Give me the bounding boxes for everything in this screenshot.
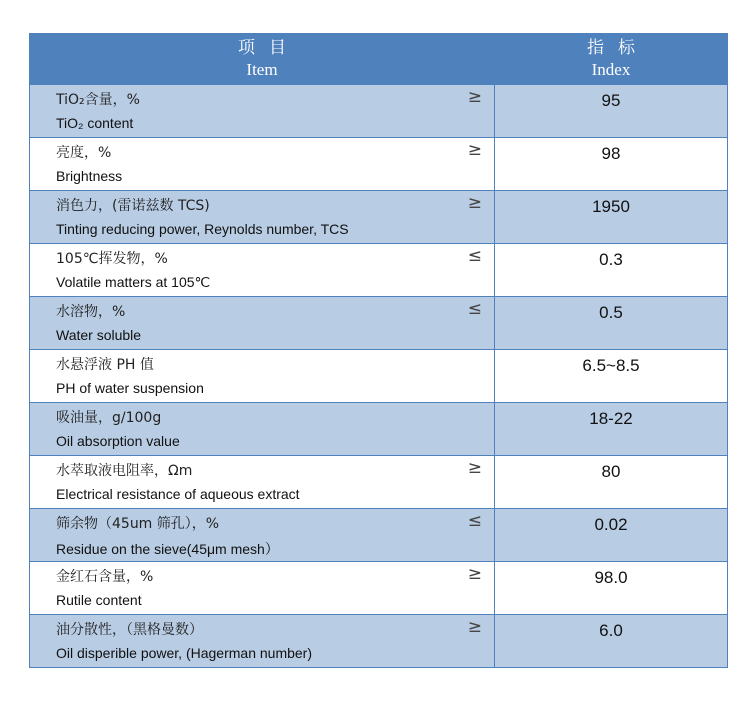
item-header-cn: 项目 — [238, 38, 300, 58]
item-label-en: Water soluble — [56, 327, 142, 343]
item-label-en: Rutile content — [56, 592, 142, 608]
index-value: 80 — [495, 456, 728, 509]
comparison-sign: ≤ — [467, 511, 482, 531]
spec-table — [29, 33, 728, 668]
item-header-en: Item — [246, 60, 278, 79]
table-row — [30, 138, 728, 191]
item-label-cn: 消色力，(雷诺兹数 TCS) — [56, 198, 210, 214]
comparison-sign: ≥ — [467, 458, 482, 478]
table-row — [30, 509, 728, 562]
index-value: 1950 — [495, 191, 728, 244]
item-label-en: Electrical resistance of aqueous extract — [56, 486, 300, 502]
comparison-sign: ≤ — [467, 246, 482, 266]
item-label-cn: 油分散性，（黑格曼数） — [56, 622, 203, 638]
item-header — [30, 34, 495, 85]
item-cell — [30, 403, 495, 456]
index-value: 0.5 — [495, 297, 728, 350]
item-cell — [30, 297, 495, 350]
item-cell — [30, 350, 495, 403]
index-value: 0.3 — [495, 244, 728, 297]
item-cell — [30, 509, 495, 562]
item-label-en: Residue on the sieve(45μm mesh） — [56, 541, 279, 557]
table-row — [30, 456, 728, 509]
item-label-cn: TiO₂含量，% — [56, 92, 140, 108]
index-value: 95 — [495, 85, 728, 138]
table-row — [30, 297, 728, 350]
table-row — [30, 191, 728, 244]
item-label-cn: 水萃取液电阻率，Ωm — [56, 463, 193, 479]
index-value: 98 — [495, 138, 728, 191]
item-cell — [30, 191, 495, 244]
item-cell — [30, 562, 495, 615]
table-row — [30, 403, 728, 456]
comparison-sign: ≥ — [467, 564, 482, 584]
index-header-cn: 指标 — [587, 38, 649, 58]
item-label-cn: 亮度，% — [56, 145, 112, 161]
item-label-cn: 水悬浮液 PH 值 — [56, 357, 154, 373]
table-row — [30, 562, 728, 615]
item-label-en: Oil absorption value — [56, 433, 180, 449]
index-value: 0.02 — [495, 509, 728, 562]
index-value: 18-22 — [495, 403, 728, 456]
comparison-sign: ≥ — [467, 617, 482, 637]
index-header-en: Index — [591, 60, 631, 79]
index-value: 6.0 — [495, 615, 728, 668]
index-value: 98.0 — [495, 562, 728, 615]
item-cell — [30, 456, 495, 509]
index-header — [495, 34, 728, 85]
item-label-cn: 105℃挥发物，% — [56, 251, 168, 267]
comparison-sign: ≥ — [467, 140, 482, 160]
index-value: 6.5~8.5 — [495, 350, 728, 403]
item-label-en: TiO₂ content — [56, 115, 134, 131]
item-label-cn: 筛余物（45um 筛孔），% — [56, 516, 220, 532]
item-label-cn: 吸油量，g/100g — [56, 410, 162, 426]
table-row — [30, 615, 728, 668]
comparison-sign: ≥ — [467, 87, 482, 107]
item-label-en: Oil disperible power, (Hagerman number) — [56, 645, 312, 661]
item-label-cn: 水溶物，% — [56, 304, 126, 320]
table-row — [30, 244, 728, 297]
comparison-sign: ≥ — [467, 193, 482, 213]
item-label-cn: 金红石含量，% — [56, 569, 154, 585]
item-cell — [30, 85, 495, 138]
item-label-en: Tinting reducing power, Reynolds number, TCS — [56, 221, 349, 237]
item-cell — [30, 615, 495, 668]
item-cell — [30, 138, 495, 191]
comparison-sign: ≤ — [467, 299, 482, 319]
header-row — [30, 34, 728, 85]
item-label-en: Volatile matters at 105℃ — [56, 274, 211, 290]
item-label-en: PH of water suspension — [56, 380, 204, 396]
item-cell — [30, 244, 495, 297]
table-row — [30, 85, 728, 138]
item-label-en: Brightness — [56, 168, 123, 184]
table-row — [30, 350, 728, 403]
